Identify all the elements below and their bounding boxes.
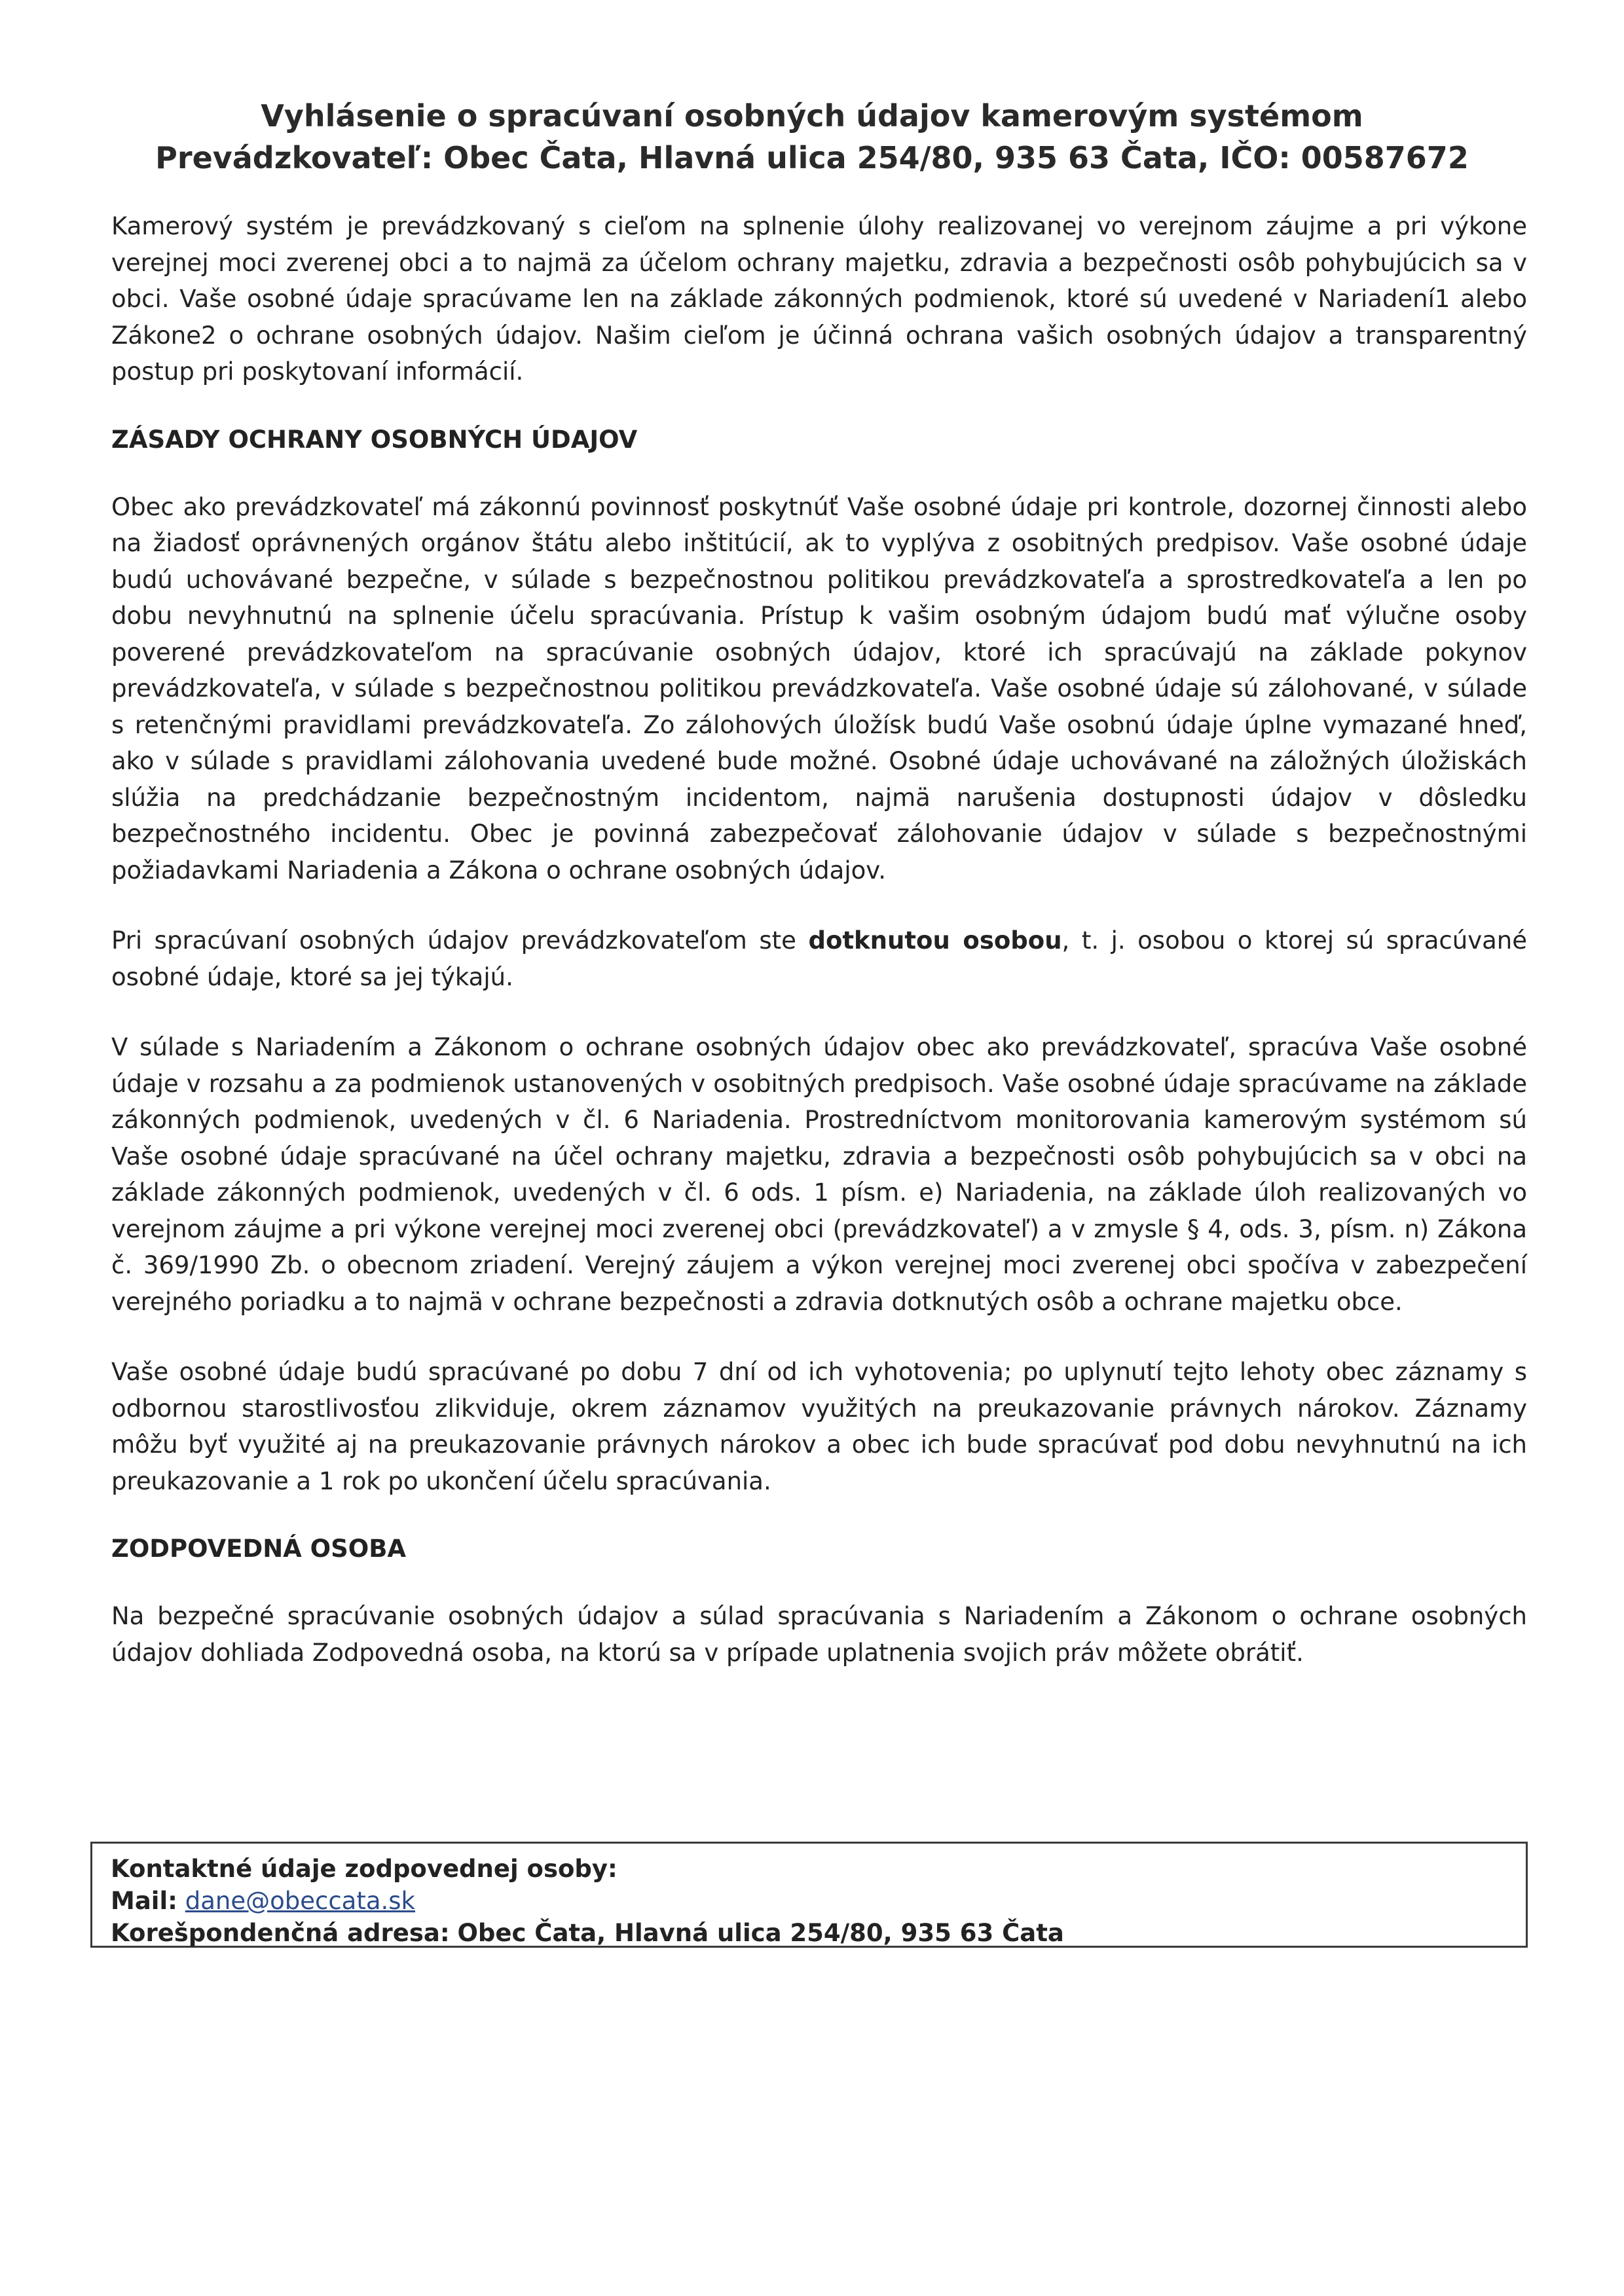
document-title: Vyhlásenie o spracúvaní osobných údajov kamerovým systémom <box>261 98 1363 134</box>
section-heading-responsible: ZODPOVEDNÁ OSOBA <box>111 1535 407 1563</box>
mail-label: Mail: <box>111 1887 177 1915</box>
principles-paragraph-1: Obec ako prevádzkovateľ má zákonnú povinnosť poskytnúť Vaše osobné údaje pri kontrole, dozornej činnosti alebo na žiadosť oprávnených orgánov štátu alebo inštitúcií, ak to vyplýva z osobitných predpisov. Vaše osobné údaje budú uchovávané bezpečne, v súlade s bezpečnostnou politikou prevádzkovateľa a sprostredkovateľa a len po dobu nevyhnutnú na splnenie účelu spracúvania. Prístup k vašim osobným údajom budú mať výlučne osoby poverené prevádzkovateľom na spracúvanie osobných údajov, ktoré ich spracúvajú na základe pokynov prevádzkovateľa, v súlade s bezpečnostnou politikou prevádzkovateľa. Vaše osobné údaje sú zálohované, v súlade s retenčnými pravidlami prevádzkovateľa. Zo zálohových úložísk budú Vaše osobnú údaje úplne vymazané hneď, ako v súlade s pravidlami zálohovania uvedené bude možné. Osobné údaje uchovávané na záložných úložiskách slúžia na predchádzanie bezpečnostným incidentom, najmä narušenia dostupnosti údajov v dôsledku bezpečnostného incidentu. Obec je povinná zabezpečovať zálohovanie údajov v súlade s bezpečnostnými požiadavkami Nariadenia a Zákona o ochrane osobných údajov. <box>111 492 1527 884</box>
principles-paragraph-3: V súlade s Nariadením a Zákonom o ochrane osobných údajov obec ako prevádzkovateľ, spracúva Vaše osobné údaje v rozsahu a za podmienok ustanovených v osobitných predpisoch. Vaše osobné údaje spracúvame na základe zákonných podmienok, uvedených v čl. 6 Nariadenia. Prostredníctvom monitorovania kamerovým systémom sú Vaše osobné údaje spracúvané na účel ochrany majetku, zdravia a bezpečnosti osôb pohybujúcich sa v obci na základe zákonných podmienok, uvedených v čl. 6 ods. 1 písm. e) Nariadenia, na základe úloh realizovaných vo verejnom záujme a pri výkone verejnej moci zverenej obci (prevádzkovateľ) a v zmysle § 4, ods. 3, písm. n) Zákona č. 369/1990 Zb. o obecnom zriadení. Verejný záujem a výkon verejnej moci zverenej obci spočíva v zabezpečení verejného poriadku a to najmä v ochrane bezpečnosti a zdravia dotknutých osôb a ochrane majetku obce. <box>111 1033 1527 1316</box>
mail-link[interactable]: dane@obeccata.sk <box>185 1887 415 1915</box>
address-value: Obec Čata, Hlavná ulica 254/80, 935 63 Čata <box>457 1919 1064 1947</box>
principles-paragraph-4: Vaše osobné údaje budú spracúvané po dobu 7 dní od ich vyhotovenia; po uplynutí tejto lehoty obec záznamy s odbornou starostlivosťou zlikviduje, okrem záznamov využitých na preukazovanie právnych nárokov. Záznamy môžu byť využité aj na preukazovanie právnych nárokov a obec ich bude spracúvať pod dobu nevyhnutnú na ich preukazovanie a 1 rok po ukončení účelu spracúvania. <box>111 1358 1527 1495</box>
data-subject-term: dotknutou osobou <box>808 926 1062 955</box>
section-heading-principles: ZÁSADY OCHRANY OSOBNÝCH ÚDAJOV <box>111 425 638 454</box>
operator-line: Prevádzkovateľ: Obec Čata, Hlavná ulica 254/80, 935 63 Čata, IČO: 00587672 <box>155 140 1469 175</box>
intro-paragraph: Kamerový systém je prevádzkovaný s cieľom na splnenie úlohy realizovanej vo verejnom záujme a pri výkone verejnej moci zverenej obci a to najmä za účelom ochrany majetku, zdravia a bezpečnosti osôb pohybujúcich sa v obci. Vaše osobné údaje spracúvame len na základe zákonných podmienok, ktoré sú uvedené v Nariadení1 alebo Zákone2 o ochrane osobných údajov. Našim cieľom je účinná ochrana vašich osobných údajov a transparentný postup pri poskytovaní informácií. <box>111 212 1527 386</box>
address-label: Korešpondenčná adresa: <box>111 1919 450 1947</box>
contact-mail-row <box>111 1885 1507 1917</box>
document-body <box>111 208 1527 1671</box>
principles-paragraph-2 <box>111 922 1527 995</box>
contact-heading: Kontaktné údaje zodpovednej osoby: <box>111 1855 618 1883</box>
contact-address-row <box>111 1917 1507 1949</box>
responsible-paragraph: Na bezpečné spracúvanie osobných údajov a súlad spracúvania s Nariadením a Zákonom o ochrane osobných údajov dohliada Zodpovedná osoba, na ktorú sa v prípade uplatnenia svojich práv môžete obrátiť. <box>111 1602 1527 1667</box>
p2-text-before: Pri spracúvaní osobných údajov prevádzkovateľom ste <box>111 926 796 955</box>
document-header <box>92 95 1532 179</box>
p2-text-after: , t. j. osobou o ktorej sú spracúvané osobné údaje, ktoré sa jej týkajú. <box>111 926 1527 991</box>
contact-box <box>90 1842 1528 1948</box>
